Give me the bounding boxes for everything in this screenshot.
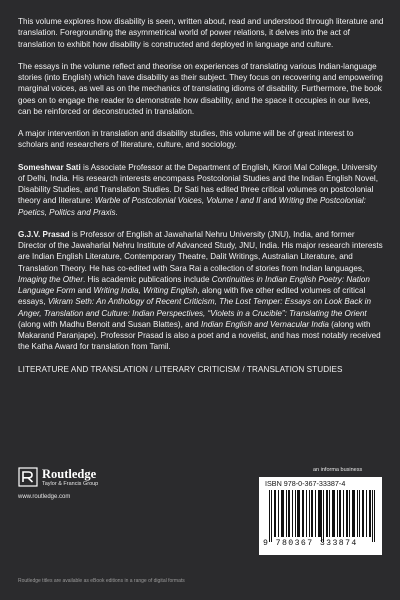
publisher-name: Routledge (42, 467, 97, 481)
routledge-logo-icon (18, 467, 38, 487)
bio-text: and (75, 286, 94, 295)
subject-categories: LITERATURE AND TRANSLATION / LITERARY CRITICISM / TRANSLATION STUDIES (18, 364, 343, 374)
bio-text: . (115, 207, 118, 217)
description-paragraph-3: A major intervention in translation and disability studies, this volume will be of great interest to scholars and researchers of literature, culture, and sociology. (18, 129, 354, 150)
barcode-box (259, 477, 382, 555)
bio-text: is Associate Professor at the Department of English, Kirori Mal College, University of Delhi, India. His research interests encompass Postcolonial Studies and the Indian English Novel, Disability Studies, and Translation Studies. Dr Sati has edited three critical volumes on postcolonial theory and literature: (18, 162, 378, 206)
book-title: Writing India, Writing English (93, 286, 198, 295)
book-title: Warble of Postcolonial Voices, Volume I and II (94, 196, 261, 206)
description-paragraph-1: This volume explores how disability is seen, written about, read and understood through literature and translation. Foregrounding the asymmetrical world of power relations, it delves into the act of translation to exhibit how disability is constructed and deployed in language and culture. (18, 17, 384, 49)
description-paragraph-2: The essays in the volume reflect and theorise on experiences of translating various Indian-language stories (into English) which have disability as their subject. They focus on recovering and empowering marginal voices, as well as on the mechanics of translating idioms of disability. Furthermore, the book goes on to engage the reader to demonstrate how disability, and the space it occupies in our lives, can be reinforced or deconstructed in translation. (18, 61, 383, 116)
book-title: Writing the Postcolonial: Poetics, Politics and Praxis (18, 196, 366, 217)
bio-text: (along with Madhu Benoit and Susan Blattes), and (18, 319, 201, 329)
publisher-tagline: Taylor & Francis Group (42, 481, 99, 487)
barcode-digits: 9 780367 333874 (263, 539, 358, 548)
isbn-label: ISBN 978-0-367-33387-4 (265, 479, 346, 488)
bio-text: is Professor of English at Jawaharlal Nehru University (JNU), India, and former Director of the Jawaharlal Nehru Institute of Advanced Study, JNU, India. His major research interests are Indian English Literature, Contemporary Theatre, Dalit Writings, Australian Literature, and Translation Theory. He has co-edited with Sara Rai a collection of stories from Indian languages, (18, 229, 383, 273)
bio-text: and (260, 196, 279, 206)
bio-text: , along with five other edited volumes of critical essays, (18, 286, 366, 307)
bio-text: (along with Makarand Paranjape). Professor Prasad is also a poet and a novelist, and has most notably received the Katha Award for translation from Tamil. (18, 319, 381, 352)
informa-note: an informa business (313, 467, 363, 473)
publisher-website: www.routledge.com (18, 494, 71, 500)
cover-footer (0, 467, 400, 600)
barcode-icon (269, 490, 375, 542)
author-name-sati: Someshwar Sati (18, 162, 81, 172)
author-bio-sati (18, 162, 384, 218)
back-cover-text (18, 16, 384, 386)
book-title: Imaging the Other (18, 274, 84, 284)
author-name-prasad: G.J.V. Prasad (18, 229, 70, 239)
bio-text: . His academic publications include (83, 274, 212, 284)
book-title: Vikram Seth: An Anthology of Recent Criticism, The Lost Temper: Essays on Look Back in Anger, Translation and Culture: Indian Perspectives, “Violets in a Crucible”: Translating the Orient (18, 297, 372, 318)
author-bio-prasad (18, 229, 384, 353)
book-title: Continuities in Indian English Poetry: Nation Language Form (18, 274, 370, 295)
book-title: Indian English and Vernacular India (200, 319, 329, 329)
ebook-note: Routledge titles are available as eBook editions in a range of digital formats (18, 578, 185, 584)
